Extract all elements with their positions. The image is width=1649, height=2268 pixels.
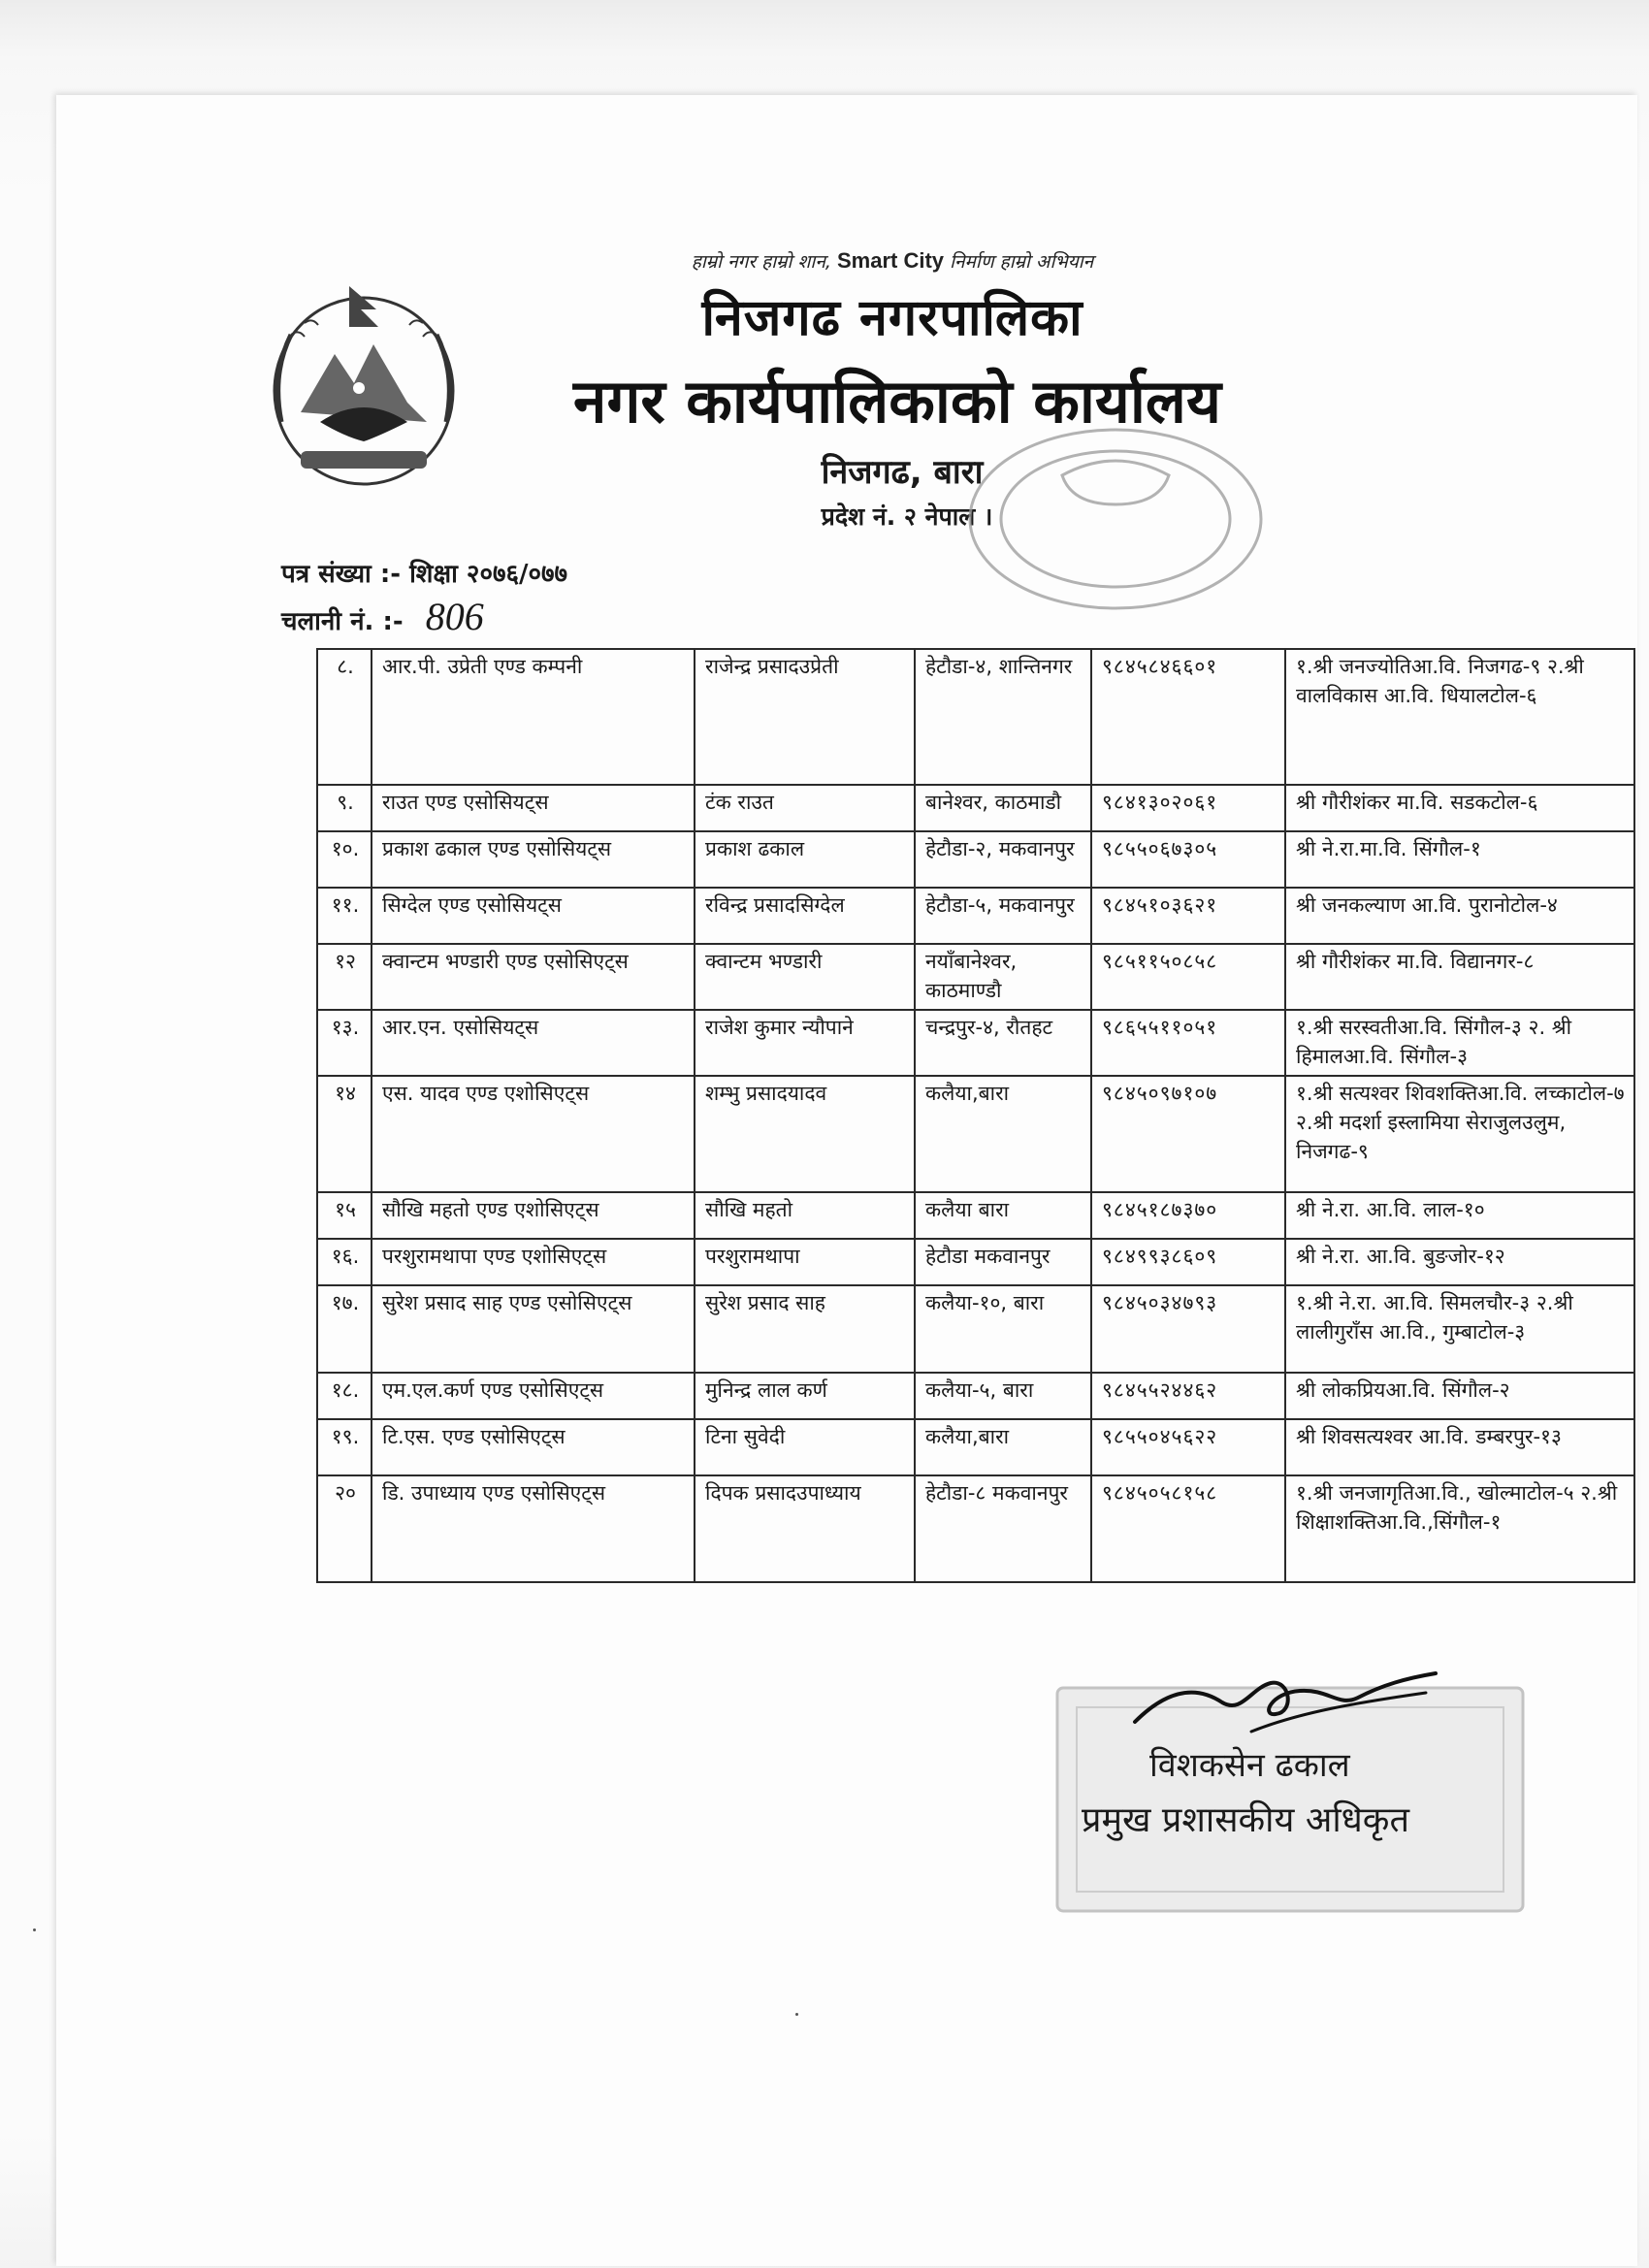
serial-number-cell: १३. [317, 1010, 372, 1076]
motto-smart-city: Smart City [836, 248, 945, 273]
serial-number-cell: १९. [317, 1419, 372, 1475]
reference-block [281, 555, 568, 638]
mobile-number-cell: ९८४५०३४७९३ [1091, 1285, 1285, 1373]
firm-name-cell: टि.एस. एण्ड एसोसिएट्स [372, 1419, 695, 1475]
mobile-number-cell: ९८५५०६७३०५ [1091, 831, 1285, 888]
serial-number-cell: १८. [317, 1373, 372, 1419]
mobile-number-cell: ९८५११५०८५८ [1091, 944, 1285, 1010]
municipality-name: निजगढ नगरपालिका [701, 289, 1083, 347]
letter-ref-value: शिक्षा २०७६/०७७ [409, 560, 568, 589]
serial-number-cell: १४ [317, 1076, 372, 1192]
assigned-schools-cell: श्री ने.रा. आ.वि. बुङजोर-१२ [1285, 1239, 1634, 1285]
office-name: नगर कार्यपालिकाको कार्यालय [573, 366, 1221, 437]
mobile-number-cell: ९८४५८४६६०१ [1091, 649, 1285, 785]
address-cell: हेटौडा-४, शान्तिनगर [915, 649, 1091, 785]
address-cell: नयाँबानेश्वर, काठमाण्डौ [915, 944, 1091, 1010]
serial-number-cell: १०. [317, 831, 372, 888]
mobile-number-cell: ९८४५०५८१५८ [1091, 1475, 1285, 1582]
table-row [317, 1239, 1634, 1285]
firm-name-cell: एम.एल.कर्ण एण्ड एसोसिएट्स [372, 1373, 695, 1419]
serial-number-cell: १५ [317, 1192, 372, 1239]
mobile-number-cell: ९८४५५२४४६२ [1091, 1373, 1285, 1419]
handwritten-signature [1106, 1654, 1455, 1741]
assigned-schools-cell: श्री गौरीशंकर मा.वि. विद्यानगर-८ [1285, 944, 1634, 1010]
serial-number-cell: १२ [317, 944, 372, 1010]
assigned-schools-cell: १.श्री ने.रा. आ.वि. सिमलचौर-३ २.श्री लालीगुराँस आ.वि., गुम्बाटोल-३ [1285, 1285, 1634, 1373]
table-body [317, 649, 1634, 1582]
auditor-name-cell: क्वान्टम भण्डारी [695, 944, 915, 1010]
assigned-schools-cell: श्री गौरीशंकर मा.वि. सडकटोल-६ [1285, 785, 1634, 831]
address-cell: कलैया,बारा [915, 1419, 1091, 1475]
scan-speck [795, 2013, 798, 2016]
auditor-name-cell: राजेन्द्र प्रसादउप्रेती [695, 649, 915, 785]
municipal-motto [640, 248, 1145, 274]
serial-number-cell: ८. [317, 649, 372, 785]
assigned-schools-cell: श्री लोकप्रियआ.वि. सिंगौल-२ [1285, 1373, 1634, 1419]
firm-name-cell: प्रकाश ढकाल एण्ड एसोसियट्स [372, 831, 695, 888]
nepal-emblem-icon [262, 276, 466, 495]
auditor-name-cell: रविन्द्र प्रसादसिग्देल [695, 888, 915, 944]
serial-number-cell: १७. [317, 1285, 372, 1373]
firm-name-cell: राउत एण्ड एसोसियट्स [372, 785, 695, 831]
mobile-number-cell: ९८४५१८७३७० [1091, 1192, 1285, 1239]
mobile-number-cell: ९८६५५११०५१ [1091, 1010, 1285, 1076]
address-cell: कलैया बारा [915, 1192, 1091, 1239]
scan-speck [33, 1928, 36, 1931]
firm-name-cell: डि. उपाध्याय एण्ड एसोसिएट्स [372, 1475, 695, 1582]
auditor-name-cell: प्रकाश ढकाल [695, 831, 915, 888]
office-location: निजगढ, बारा [821, 453, 984, 492]
mobile-number-cell: ९८४५१०३६२१ [1091, 888, 1285, 944]
assigned-schools-cell: १.श्री सत्यश्वर शिवशक्तिआ.वि. लच्काटोल-७ २.श्री मदर्शा इस्लामिया सेराजुलउलुम, निजगढ-९ [1285, 1076, 1634, 1192]
serial-number-cell: २० [317, 1475, 372, 1582]
mobile-number-cell: ९८४५०९७१०७ [1091, 1076, 1285, 1192]
assigned-schools-cell: १.श्री सरस्वतीआ.वि. सिंगौल-३ २. श्री हिमालआ.वि. सिंगौल-३ [1285, 1010, 1634, 1076]
table-row [317, 1285, 1634, 1373]
dispatch-number: 806 [425, 595, 484, 638]
assigned-schools-cell: १.श्री जनज्योतिआ.वि. निजगढ-९ २.श्री वालविकास आ.वि. धियालटोल-६ [1285, 649, 1634, 785]
assigned-schools-cell: श्री ने.रा. आ.वि. लाल-१० [1285, 1192, 1634, 1239]
table-row [317, 1475, 1634, 1582]
assigned-schools-cell: श्री शिवसत्यश्वर आ.वि. डम्बरपुर-१३ [1285, 1419, 1634, 1475]
address-cell: कलैया-१०, बारा [915, 1285, 1091, 1373]
auditor-name-cell: सौखि महतो [695, 1192, 915, 1239]
table-row [317, 1192, 1634, 1239]
table-row [317, 1373, 1634, 1419]
address-cell: हेटौडा मकवानपुर [915, 1239, 1091, 1285]
table-row [317, 1419, 1634, 1475]
serial-number-cell: १६. [317, 1239, 372, 1285]
firm-name-cell: सुरेश प्रसाद साह एण्ड एसोसिएट्स [372, 1285, 695, 1373]
letter-ref-label: पत्र संख्या :- [281, 560, 402, 589]
table-row [317, 785, 1634, 831]
auditor-name-cell: मुनिन्द्र लाल कर्ण [695, 1373, 915, 1419]
firm-name-cell: एस. यादव एण्ड एशोसिएट्स [372, 1076, 695, 1192]
motto-part-2: निर्माण हाम्रो अभियान [950, 251, 1094, 273]
serial-number-cell: ९. [317, 785, 372, 831]
table-row [317, 1010, 1634, 1076]
province-line: प्रदेश नं. २ नेपाल । [821, 502, 993, 531]
auditor-name-cell: सुरेश प्रसाद साह [695, 1285, 915, 1373]
assigned-schools-cell: श्री जनकल्याण आ.वि. पुरानोटोल-४ [1285, 888, 1634, 944]
auditor-name-cell: टिना सुवेदी [695, 1419, 915, 1475]
table-row [317, 1076, 1634, 1192]
firm-name-cell: सौखि महतो एण्ड एशोसिएट्स [372, 1192, 695, 1239]
table-row [317, 649, 1634, 785]
address-cell: हेटौडा-५, मकवानपुर [915, 888, 1091, 944]
signatory-designation: प्रमुख प्रशासकीय अधिकृत [1082, 1800, 1409, 1840]
firm-name-cell: आर.एन. एसोसियट्स [372, 1010, 695, 1076]
assigned-schools-cell: श्री ने.रा.मा.वि. सिंगौल-१ [1285, 831, 1634, 888]
auditor-name-cell: परशुरामथापा [695, 1239, 915, 1285]
mobile-number-cell: ९८४१३०२०६१ [1091, 785, 1285, 831]
auditor-name-cell: टंक राउत [695, 785, 915, 831]
assigned-schools-cell: १.श्री जनजागृतिआ.वि., खोल्माटोल-५ २.श्री शिक्षाशक्तिआ.वि.,सिंगौल-१ [1285, 1475, 1634, 1582]
mobile-number-cell: ९८४९९३८६०९ [1091, 1239, 1285, 1285]
office-seal-stamp [955, 417, 1276, 621]
signatory-name: विशकसेन ढकाल [1149, 1746, 1350, 1785]
auditor-name-cell: राजेश कुमार न्यौपाने [695, 1010, 915, 1076]
address-cell: हेटौडा-८ मकवानपुर [915, 1475, 1091, 1582]
auditor-name-cell: शम्भु प्रसादयादव [695, 1076, 915, 1192]
address-cell: चन्द्रपुर-४, रौतहट [915, 1010, 1091, 1076]
firm-name-cell: आर.पी. उप्रेती एण्ड कम्पनी [372, 649, 695, 785]
address-cell: हेटौडा-२, मकवानपुर [915, 831, 1091, 888]
firm-name-cell: परशुरामथापा एण्ड एशोसिएट्स [372, 1239, 695, 1285]
auditor-name-cell: दिपक प्रसादउपाध्याय [695, 1475, 915, 1582]
serial-number-cell: ११. [317, 888, 372, 944]
table-row [317, 944, 1634, 1010]
dispatch-label: चलानी नं. :- [281, 607, 404, 636]
address-cell: कलैया-५, बारा [915, 1373, 1091, 1419]
address-cell: कलैया,बारा [915, 1076, 1091, 1192]
auditor-firms-table [316, 648, 1635, 1583]
address-cell: बानेश्वर, काठमाडौ [915, 785, 1091, 831]
table-row [317, 888, 1634, 944]
firm-name-cell: क्वान्टम भण्डारी एण्ड एसोसिएट्स [372, 944, 695, 1010]
table-row [317, 831, 1634, 888]
motto-part-1: हाम्रो नगर हाम्रो शान, [691, 251, 831, 273]
mobile-number-cell: ९८५५०४५६२२ [1091, 1419, 1285, 1475]
firm-name-cell: सिग्देल एण्ड एसोसियट्स [372, 888, 695, 944]
